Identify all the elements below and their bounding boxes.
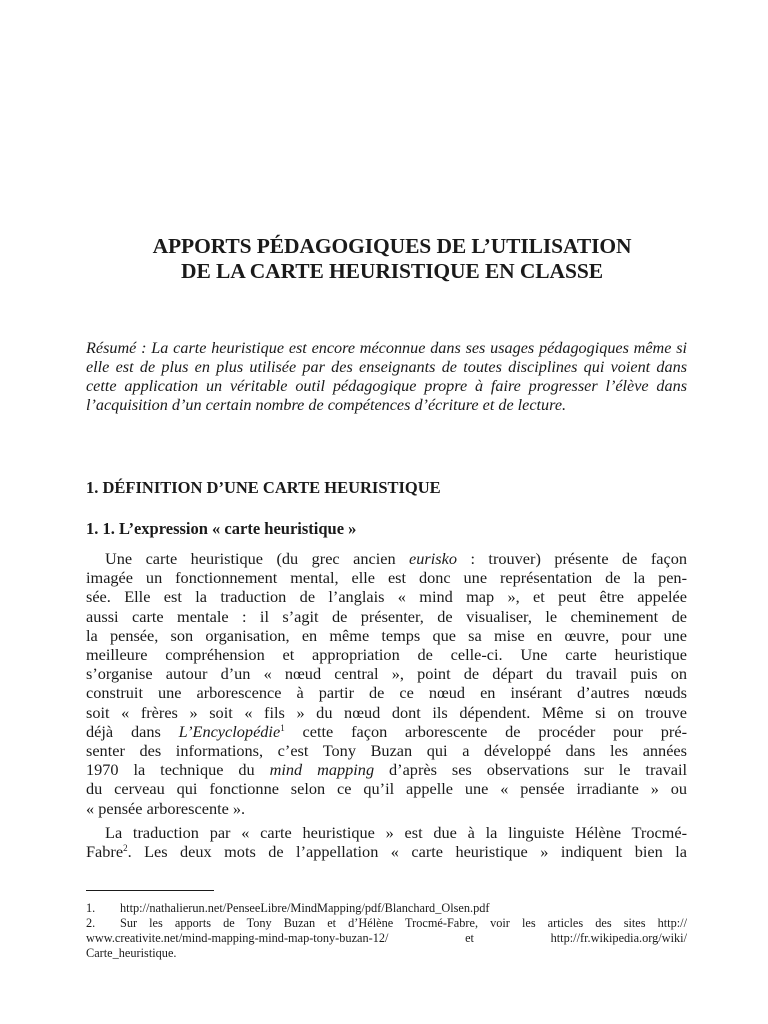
title-line-2: DE LA CARTE HEURISTIQUE EN CLASSE [181, 259, 603, 283]
text-line: s’organise autour d’un « nœud central », point de départ du travail puis on [86, 664, 687, 684]
text-line: du cerveau qui fonctionne selon ce qu’il appelle une « pensée irradiante » ou [86, 779, 687, 799]
text-line: soit « frères » soit « fils » du nœud dont ils dépendent. Même si on trouve [86, 702, 687, 722]
text-line: 1970 la technique du mind mapping d’après ses observations sur le travail [86, 760, 688, 780]
footnote-separator [86, 890, 214, 891]
footnote-1 [86, 901, 687, 916]
text-line: déjà dans L’Encyclopédie$^1$ cette façon arborescente de procéder pour pré- [86, 721, 687, 741]
encyclopedie-reference: L’Encyclopédie [178, 721, 281, 741]
section-heading: 1. DÉFINITION D’UNE CARTE HEURISTIQUE [86, 478, 441, 497]
footnote-line: Carte_heuristique. [86, 946, 177, 960]
document-title [60, 234, 724, 284]
footnote-line: www.creativite.net/mind-mapping-mind-map-tony-buzan-12/ et http://fr.wikipedia.org/wiki/ [86, 931, 687, 945]
text-line: La traduction par « carte heuristique » est due à la linguiste Hélène Trocmé- [105, 823, 687, 842]
text-line: meilleure compréhension et appropriation de celle-ci. Une carte heuristique [86, 645, 687, 665]
footnote-number: 1. [86, 901, 96, 915]
text-line: construit une arborescence à partir de ce nœud en insérant d’autres nœuds [86, 683, 687, 703]
text-line: imagée un fonctionnement mental, elle est donc une représentation de la pen- [86, 568, 687, 588]
footnote-2 [86, 916, 687, 961]
footnote-ref-2: 2 [123, 843, 128, 854]
text-line: aussi carte mentale : il s’agit de présenter, de visualiser, le cheminement de [86, 606, 687, 626]
footnote-ref-1: 1 [280, 722, 285, 733]
text-line: Fabre$^2$. Les deux mots de l’appellation « carte heuristique » indiquent bien la [86, 842, 687, 862]
footnote-number: 2. [86, 916, 96, 930]
footnote-line [86, 901, 687, 916]
body-paragraph-1 [86, 549, 687, 818]
footnote-line: 2. Sur les apports de Tony Buzan et d’Hélène Trocmé-Fabre, voir les articles des sites http:// [86, 916, 687, 930]
subsection-heading: 1. 1. L’expression « carte heuristique » [86, 519, 357, 538]
title-line-1: APPORTS PÉDAGOGIQUES DE L’UTILISATION [152, 234, 632, 258]
footnote-link[interactable]: http://nathalierun.net/PenseeLibre/MindMapping/pdf/Blanchard_Olsen.pdf [120, 901, 490, 915]
text-line: sée. Elle est la traduction de l’anglais « mind map », et peut être appelée [86, 587, 687, 607]
text-line: Une carte heuristique (du grec ancien eurisko : trouver) présente de façon [105, 549, 687, 568]
text-line: senter des informations, c’est Tony Buzan qui a développé dans les années [86, 741, 687, 761]
body-paragraph-2 [86, 823, 687, 861]
text-line: la pensée, son organisation, en même temps que sa mise en œuvre, pour une [86, 625, 687, 645]
abstract: Résumé : La carte heuristique est encore méconnue dans ses usages pédagogiques même si elle est de plus en plus utilisée par des enseignants de toutes disciplines qui voient dans cette application un véritable outil pédagogique propre à faire progresser l’élève dans l’acquisition d’un certain nombre de compétences d’écriture et de lecture. [86, 339, 687, 414]
text-line: « pensée arborescente ». [86, 798, 246, 818]
